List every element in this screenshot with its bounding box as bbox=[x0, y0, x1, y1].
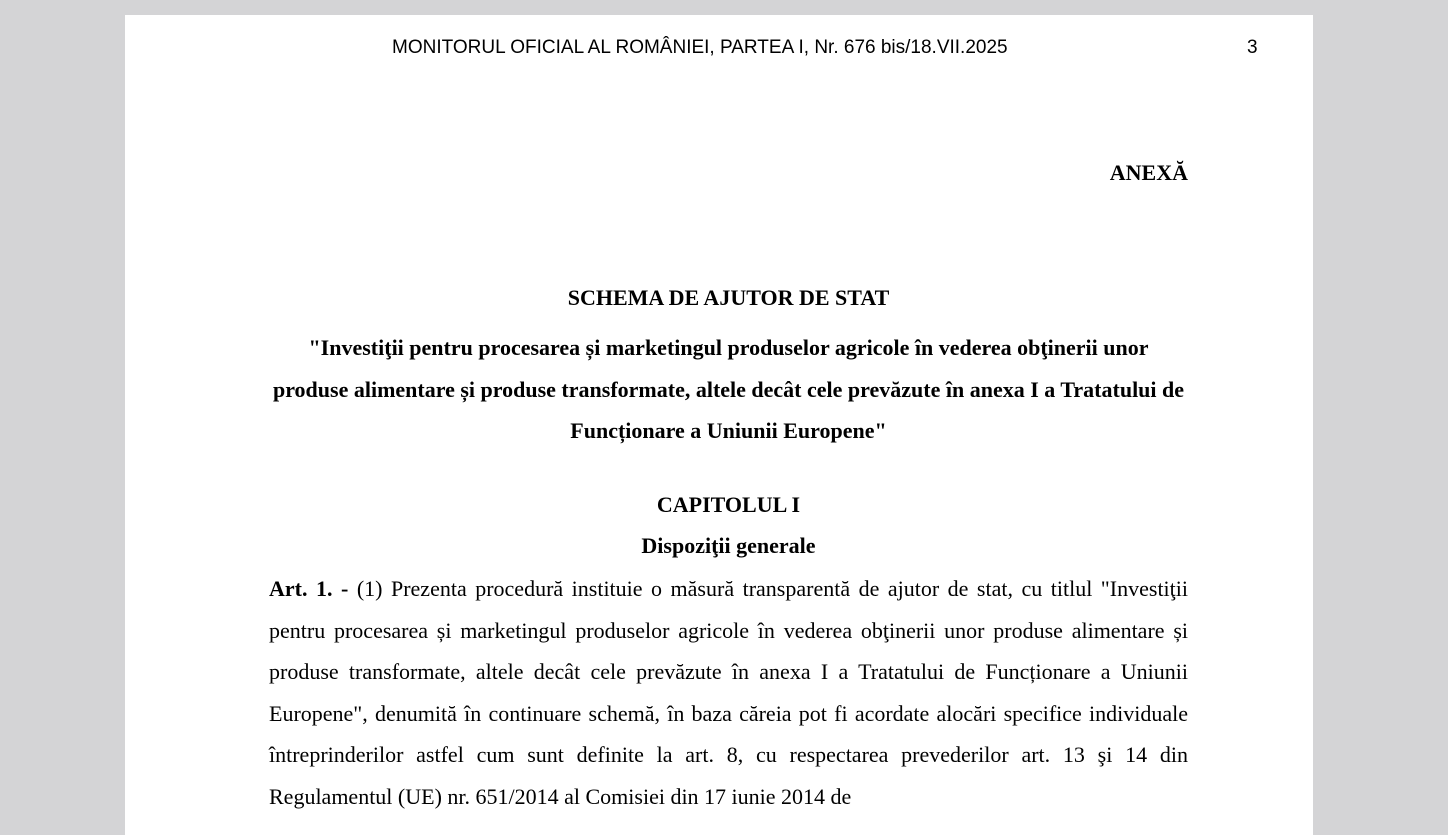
article-text: (1) Prezenta procedură instituie o măsură transparentă de ajutor de stat, cu titlul "Investiţii pentru procesarea și marketingul produselor agricole în vederea obţinerii unor produse alimentare și produse transformate, altele decât cele prevăzute în anexa I a Tratatului de Funcționare a Uniunii Europene", denumită în continuare schemă, în baza căreia pot fi acordate alocări specifice individuale întreprinderilor astfel cum sunt definite la art. 8, cu respectarea prevederilor art. 13 şi 14 din Regulamentul (UE) nr. 651/2014 al Comisiei din 17 iunie 2014 de bbox=[269, 576, 1189, 809]
annex-label: ANEXĂ bbox=[1109, 160, 1188, 185]
document-page bbox=[125, 15, 1313, 835]
running-header bbox=[125, 37, 1313, 61]
scheme-subtitle: "Investiţii pentru procesarea și marketingul produselor agricole în vederea obţinerii unor produse alimentare și produse transformate, altele decât cele prevăzute în anexa I a Tratatului de Funcționare a Uniunii Europene" bbox=[272, 335, 1185, 443]
article-1-paragraph bbox=[269, 568, 1188, 817]
chapter-subtitle: Dispoziţii generale bbox=[641, 533, 816, 558]
article-label: Art. 1. - bbox=[269, 576, 349, 601]
scheme-title: SCHEMA DE AJUTOR DE STAT bbox=[567, 285, 890, 310]
chapter-title: CAPITOLUL I bbox=[656, 492, 801, 517]
gazette-header-title: MONITORUL OFICIAL AL ROMÂNIEI, PARTEA I, Nr. 676 bis/18.VII.2025 bbox=[392, 37, 1008, 58]
page-number: 3 bbox=[1247, 37, 1258, 58]
